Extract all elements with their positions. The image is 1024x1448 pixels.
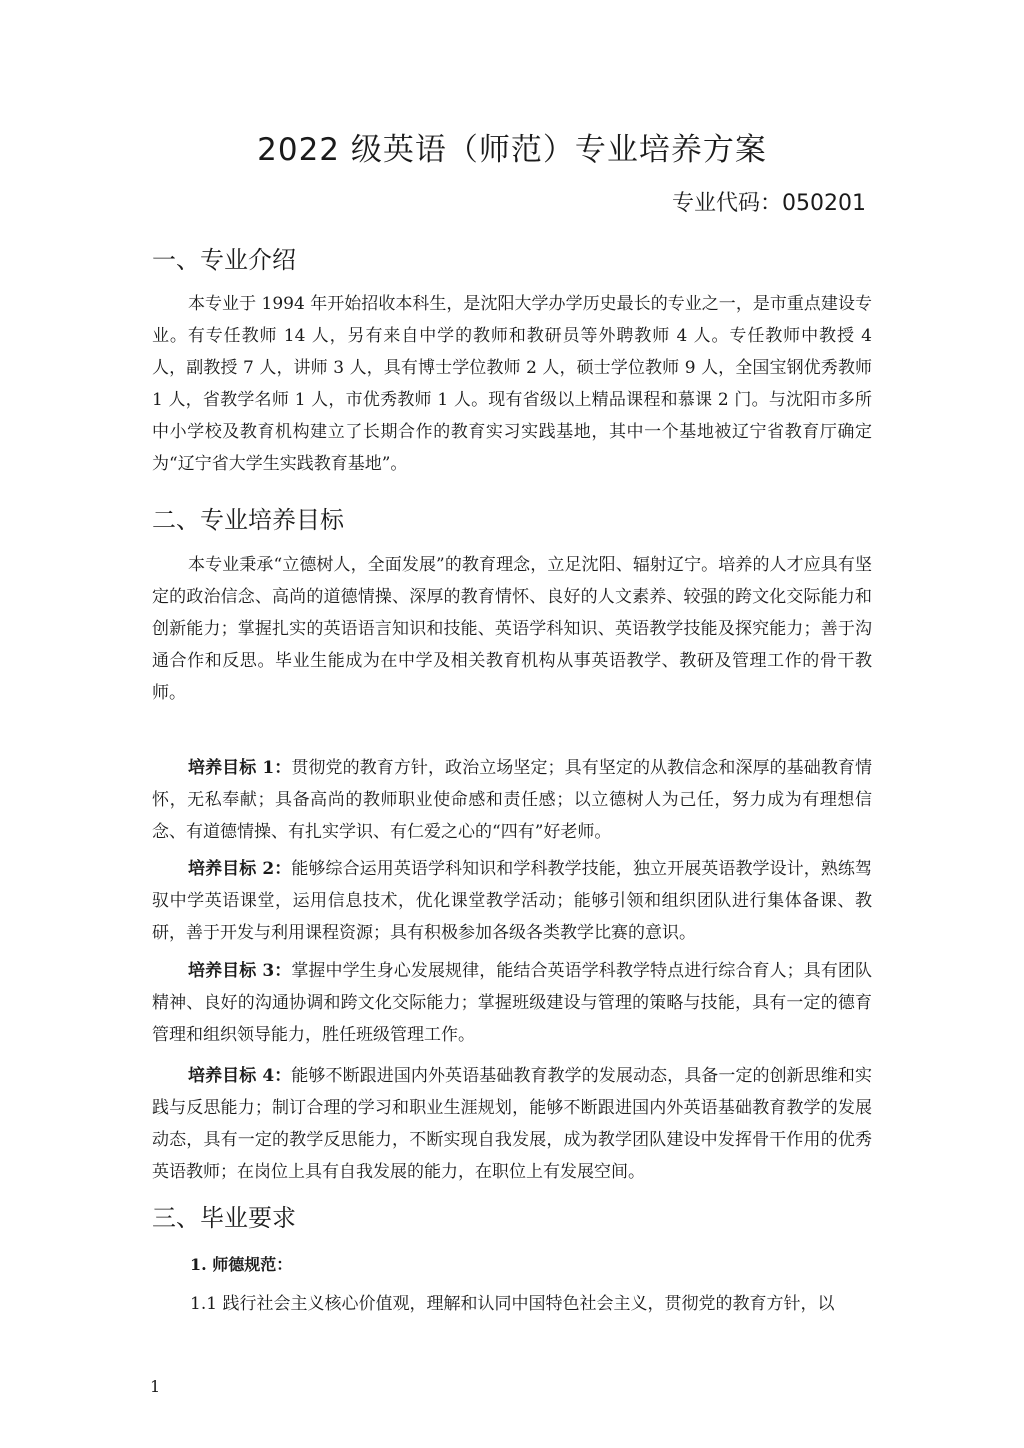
goal-text: 贯彻党的教育方针，政治立场坚定；具有坚定的从教信念和深厚的基础教育情怀，无私奉献；具备高尚的教师职业使命感和责任感；以立德树人为己任，努力成为有理想信念、有道德情操、有扎实学识、有仁爱之心的“四有”好老师。 [152,758,873,842]
goal-item [152,1060,872,1188]
goal-text: 掌握中学生身心发展规律，能结合英语学科教学特点进行综合育人；具有团队精神、良好的沟通协调和跨文化交际能力；掌握班级建设与管理的策略与技能，具有一定的德育管理和组织领导能力，胜任班级管理工作。 [152,961,873,1045]
goal-item [152,853,872,949]
page-number: 1 [150,1377,161,1396]
page-title: 2022 级英语（师范）专业培养方案 [257,132,767,168]
major-code: 专业代码：050201 [672,191,866,216]
section-heading-requirements: 三、毕业要求 [152,1204,296,1232]
subheading-ethics: 1. 师德规范： [190,1255,293,1274]
intro-paragraph: 本专业于 1994 年开始招收本科生，是沈阳大学办学历史最长的专业之一，是市重点建设专业。有专任教师 14 人，另有来自中学的教师和教研员等外聘教师 4 人。专任教师中教授 4 人，副教授 7 人，讲师 3 人，具有博士学位教师 2 人，硕士学位教师 9 人，全国宝钢优秀教师 1 人，省教学名师 1 人，市优秀教师 1 人。现有省级以上精品课程和慕课 2 门。与沈阳市多所中小学校及教育机构建立了长期合作的教育实习实践基地，其中一个基地被辽宁省教育厅确定为“辽宁省大学生实践教育基地”。 [152,294,872,474]
goals-paragraph: 本专业秉承“立德树人，全面发展”的教育理念，立足沈阳、辐射辽宁。培养的人才应具有坚定的政治信念、高尚的道德情操、深厚的教育情怀、良好的人文素养、较强的跨文化交际能力和创新能力；掌握扎实的英语语言知识和技能、英语学科知识、英语教学技能及探究能力；善于沟通合作和反思。毕业生能成为在中学及相关教育机构从事英语教学、教研及管理工作的骨干教师。 [152,555,872,703]
goal-text: 能够综合运用英语学科知识和学科教学技能，独立开展英语教学设计，熟练驾驭中学英语课堂，运用信息技术，优化课堂教学活动；能够引领和组织团队进行集体备课、教研，善于开发与利用课程资源；具有积极参加各级各类教学比赛的意识。 [152,859,873,943]
goal-label: 培养目标 3： [188,961,292,981]
goal-item [152,752,872,848]
section-heading-intro: 一、专业介绍 [152,246,296,274]
section-heading-goals: 二、专业培养目标 [152,506,344,534]
goal-label: 培养目标 1： [188,758,292,778]
goal-label: 培养目标 2： [188,859,292,879]
goal-text: 能够不断跟进国内外英语基础教育教学的发展动态，具备一定的创新思维和实践与反思能力；制订合理的学习和职业生涯规划，能够不断跟进国内外英语基础教育教学的发展动态，具有一定的教学反思能力，不断实现自我发展，成为教学团队建设中发挥骨干作用的优秀英语教师；在岗位上具有自我发展的能力，在职位上有发展空间。 [152,1066,873,1182]
goal-item [152,955,872,1051]
requirement-paragraph: 1.1 践行社会主义核心价值观，理解和认同中国特色社会主义，贯彻党的教育方针，以 [190,1294,835,1314]
goal-label: 培养目标 4： [188,1066,292,1086]
